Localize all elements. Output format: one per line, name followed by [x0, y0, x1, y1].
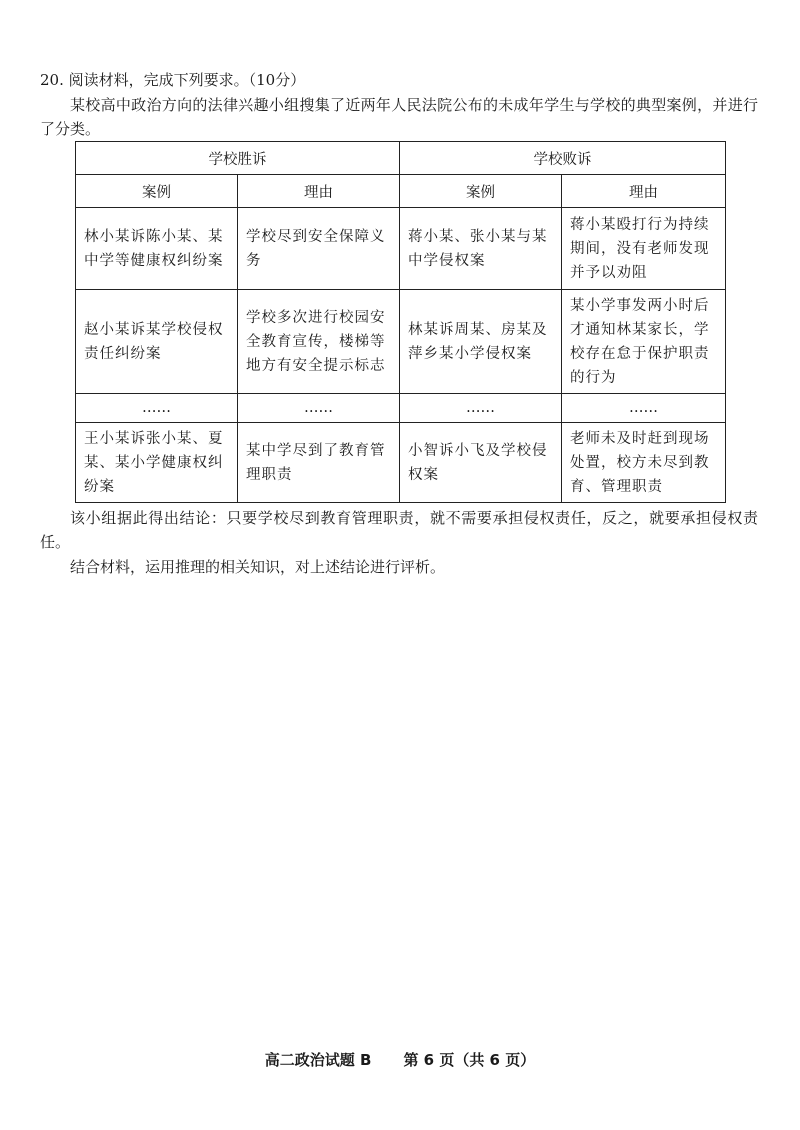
subheader-case: 案例: [76, 175, 238, 208]
footer-subject: 高二政治试题 B: [264, 1051, 372, 1069]
case-table: [75, 141, 726, 503]
table-row: [76, 208, 726, 290]
table-row: [76, 290, 726, 394]
header-school-wins: 学校胜诉: [76, 142, 400, 175]
material-intro: 某校高中政治方向的法律兴趣小组搜集了近两年人民法院公布的未成年学生与学校的典型案例，并进行了分类。: [40, 96, 758, 138]
table-cell: 学校尽到安全保障义务: [238, 208, 400, 290]
table-cell: 学校多次进行校园安全教育宣传，楼梯等地方有安全提示标志: [238, 290, 400, 394]
table-cell: 某中学尽到了教育管理职责: [238, 423, 400, 503]
table-cell: 林某诉周某、房某及萍乡某小学侵权案: [400, 290, 562, 394]
table-cell: 林小某诉陈小某、某中学等健康权纠纷案: [76, 208, 238, 290]
question-task: 结合材料，运用推理的相关知识，对上述结论进行评析。: [70, 558, 446, 576]
table-cell: 蒋小某殴打行为持续期间，没有老师发现并予以劝阻: [562, 208, 726, 290]
table-row: [76, 423, 726, 503]
group-conclusion: 该小组据此得出结论：只要学校尽到教育管理职责，就不需要承担侵权责任，反之，就要承担侵权责任。: [40, 509, 758, 551]
table-cell: ……: [76, 394, 238, 423]
table-cell: 赵小某诉某学校侵权责任纠纷案: [76, 290, 238, 394]
header-school-loses: 学校败诉: [400, 142, 726, 175]
table-cell: 王小某诉张小某、夏某、某小学健康权纠纷案: [76, 423, 238, 503]
subheader-reason: 理由: [562, 175, 726, 208]
table-cell: 某小学事发两小时后才通知林某家长，学校存在怠于保护职责的行为: [562, 290, 726, 394]
table-cell: ……: [562, 394, 726, 423]
table-row-ellipsis: [76, 394, 726, 423]
table-cell: 小智诉小飞及学校侵权案: [400, 423, 562, 503]
table-cell: ……: [238, 394, 400, 423]
page-footer: [0, 1050, 800, 1070]
subheader-reason: 理由: [238, 175, 400, 208]
footer-page-number: 第 6 页（共 6 页）: [403, 1051, 536, 1069]
table-cell: 蒋小某、张小某与某中学侵权案: [400, 208, 562, 290]
table-cell: 老师未及时赶到现场处置，校方未尽到教育、管理职责: [562, 423, 726, 503]
table-cell: ……: [400, 394, 562, 423]
question-title: 20. 阅读材料，完成下列要求。（10分）: [40, 71, 306, 89]
subheader-case: 案例: [400, 175, 562, 208]
